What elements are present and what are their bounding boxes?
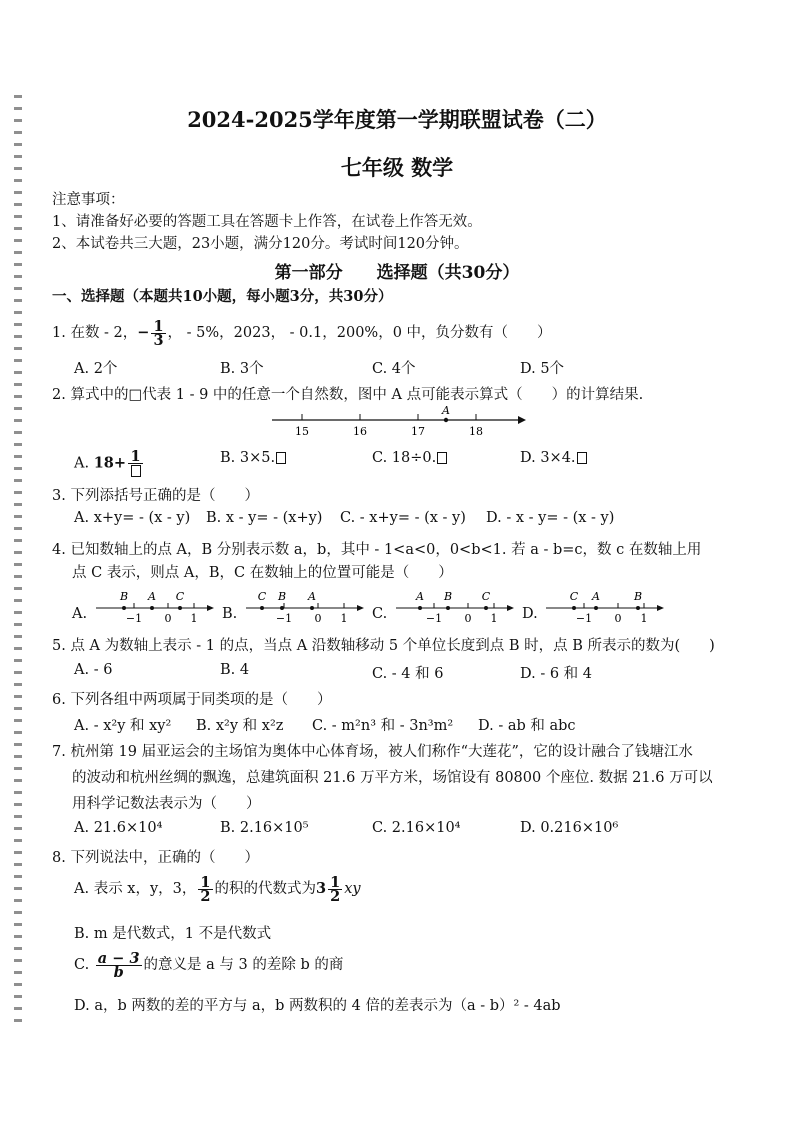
note-item-1: 1、请准备好必要的答题工具在答题卡上作答，在试卷上作答无效。: [52, 214, 482, 230]
q8-option-b: B. m 是代数式，1 不是代数式: [74, 926, 272, 942]
notes-heading: 注意事项：: [52, 192, 125, 208]
q4-point-label: A: [308, 590, 316, 603]
q1-option-b: B. 3个: [220, 361, 264, 377]
q2-tick-label-17: 17: [411, 425, 425, 438]
q1-option-a: A. 2个: [74, 361, 118, 377]
q1-stem-post: ， - 5%，2023， - 0.1，200%，0 中，负分数有（ ）: [167, 325, 552, 341]
question-2: 2. 算式中的□代表 1 - 9 中的任意一个自然数，图中 A 点可能表示算式（ ）的计算结果.: [52, 387, 644, 403]
q4-point-label: C: [481, 590, 491, 603]
q8-option-d: D. a，b 两数的差的平方与 a，b 两数积的 4 倍的差表示为（a - b）² - 4ab: [74, 998, 561, 1014]
q2-options: [74, 444, 754, 478]
q4-point-label: B: [443, 590, 453, 603]
q4-point-b: [636, 606, 640, 610]
question-4-line-1: 4. 已知数轴上的点 A，B 分别表示数 a，b，其中 - 1<a<0，0<b<1. 若 a - b=c，数 c 在数轴上用: [52, 542, 702, 558]
question-3: 3. 下列添括号正确的是（ ）: [52, 488, 259, 504]
q1-options: [74, 357, 754, 377]
q7-option-d: D. 0.216×10⁶: [520, 820, 619, 836]
q2-option-c: C. 18÷0.: [372, 450, 447, 466]
q2-point-a: [444, 418, 448, 422]
q4-tick-label: 1: [340, 612, 348, 625]
q4-point-a: [310, 606, 314, 610]
q6-option-b: B. x²y 和 x²z: [196, 718, 284, 734]
q1-stem-pre: 1. 在数 - 2，: [52, 325, 138, 341]
q4-point-label: B: [633, 590, 643, 603]
q4-option-c-label: C.: [372, 606, 388, 622]
q2-axis-arrow: [518, 416, 526, 424]
question-5: 5. 点 A 为数轴上表示 - 1 的点，当点 A 沿数轴移动 5 个单位长度到点 B 时，点 B 所表示的数为( ): [52, 638, 715, 654]
question-6: 6. 下列各组中两项属于同类项的是（ ）: [52, 692, 332, 708]
q4-tick-label: 0: [164, 612, 172, 625]
q4-option-b-label: B.: [222, 606, 238, 622]
q4-point-label: C: [175, 590, 185, 603]
q4-axis-arrow: [207, 605, 214, 611]
q4-number-line-d: [540, 588, 666, 626]
q5-option-a: A. - 6: [74, 662, 113, 678]
q4-tick-label: 0: [464, 612, 472, 625]
q3-options: [74, 510, 764, 530]
q4-point-label: B: [119, 590, 129, 603]
q4-tick-label: 1: [490, 612, 498, 625]
binding-margin-marks: [14, 95, 22, 1025]
q4-point-a: [150, 606, 154, 610]
q4-point-label: A: [416, 590, 424, 603]
q4-point-b: [446, 606, 450, 610]
q6-option-d: D. - ab 和 abc: [478, 718, 576, 734]
q5-option-c: C. - 4 和 6: [372, 666, 444, 682]
q4-point-c: [484, 606, 488, 610]
q2-option-d: D. 3×4.: [520, 450, 587, 466]
q4-tick-label: −1: [575, 612, 593, 625]
q6-options: [74, 714, 754, 734]
q4-tick-label: 0: [614, 612, 622, 625]
q7-option-c: C. 2.16×10⁴: [372, 820, 461, 836]
q4-number-line-c: [390, 588, 516, 626]
question-1: [52, 318, 734, 348]
q4-point-b: [122, 606, 126, 610]
q2-blank-box: [437, 452, 447, 464]
q4-options: [72, 588, 672, 626]
q4-point-c: [178, 606, 182, 610]
note-item-2: 2、本试卷共三大题，23小题，满分120分。考试时间120分钟。: [52, 236, 469, 252]
q4-point-label: C: [569, 590, 579, 603]
q4-axis-arrow: [657, 605, 664, 611]
q2-blank-box: [577, 452, 587, 464]
q4-number-line-b: [240, 588, 366, 626]
q3-option-d: D. - x - y= - (x - y): [486, 510, 615, 526]
q7-option-b: B. 2.16×10⁵: [220, 820, 309, 836]
q3-option-a: A. x+y= - (x - y): [74, 510, 191, 526]
q6-option-c: C. - m²n³ 和 - 3n³m²: [312, 718, 454, 734]
q4-tick-label: 0: [314, 612, 322, 625]
q2-option-a: A. 18+ 1: [74, 450, 145, 477]
q4-number-line-a: [90, 588, 216, 626]
q3-option-c: C. - x+y= - (x - y): [340, 510, 466, 526]
q4-tick-label: −1: [425, 612, 443, 625]
q4-axis-arrow: [507, 605, 514, 611]
q2-number-line: [268, 404, 528, 440]
question-7-line-1: 7. 杭州第 19 届亚运会的主场馆为奥体中心体育场，被人们称作“大莲花”，它的设计融合了钱塘江水: [52, 744, 693, 760]
q2-blank-box: [276, 452, 286, 464]
q3-option-b: B. x - y= - (x+y): [206, 510, 323, 526]
q7-option-a: A. 21.6×10⁴: [74, 820, 163, 836]
q5-option-d: D. - 6 和 4: [520, 666, 593, 682]
q2-blank-box: [131, 465, 141, 477]
q4-tick-label: 1: [190, 612, 198, 625]
q2-tick-label-16: 16: [353, 425, 367, 438]
q4-point-a: [594, 606, 598, 610]
q4-point-c: [260, 606, 264, 610]
q2-option-b: B. 3×5.: [220, 450, 286, 466]
question-8: 8. 下列说法中，正确的（ ）: [52, 850, 259, 866]
q2-tick-label-18: 18: [469, 425, 483, 438]
question-7-line-2: 的波动和杭州丝绸的飘逸，总建筑面积 21.6 万平方米，场馆设有 80800 个座位. 数据 21.6 万可以: [72, 770, 713, 786]
exam-subtitle: 七年级 数学: [340, 155, 454, 180]
q4-point-c: [572, 606, 576, 610]
q6-option-a: A. - x²y 和 xy²: [74, 718, 172, 734]
q1-option-d: D. 5个: [520, 361, 565, 377]
section-heading: 一、选择题（本题共10小题，每小题3分，共30分）: [52, 288, 393, 305]
exam-title: 2024-2025学年度第一学期联盟试卷（二）: [187, 107, 607, 132]
question-7-line-3: 用科学记数法表示为（ ）: [72, 796, 261, 812]
q1-neg-sign: −: [137, 324, 150, 341]
q8-option-a: A. 表示 x，y，3， $\frac{1}{2}$ 的积的代数式为3 $\frac{1}{2}$ xy: [74, 873, 361, 905]
q2-point-label: A: [442, 404, 450, 417]
q4-axis-arrow: [357, 605, 364, 611]
q5-options: [74, 662, 754, 682]
q4-tick-label: −1: [125, 612, 143, 625]
q4-tick-label: 1: [640, 612, 648, 625]
q4-tick-label: −1: [275, 612, 293, 625]
q8-option-c: C. $\frac{a - 3}{b}$ 的意义是 a 与 3 的差除 b 的商: [74, 949, 344, 981]
q4-point-label: A: [592, 590, 600, 603]
q4-point-a: [418, 606, 422, 610]
q4-point-label: C: [257, 590, 267, 603]
q4-point-label: A: [148, 590, 156, 603]
q7-options: [74, 820, 754, 840]
q4-point-label: B: [277, 590, 287, 603]
q4-point-b: [280, 606, 284, 610]
q4-option-a-label: A.: [72, 606, 88, 622]
q1-fraction: $\frac{1}{3}$: [153, 317, 164, 349]
part1-title: 第一部分 选择题（共30分）: [274, 263, 520, 283]
q2-tick-label-15: 15: [295, 425, 309, 438]
question-4-line-2: 点 C 表示，则点 A，B，C 在数轴上的位置可能是（ ）: [72, 565, 453, 581]
q4-option-d-label: D.: [522, 606, 538, 622]
q5-option-b: B. 4: [220, 662, 250, 678]
q1-option-c: C. 4个: [372, 361, 416, 377]
